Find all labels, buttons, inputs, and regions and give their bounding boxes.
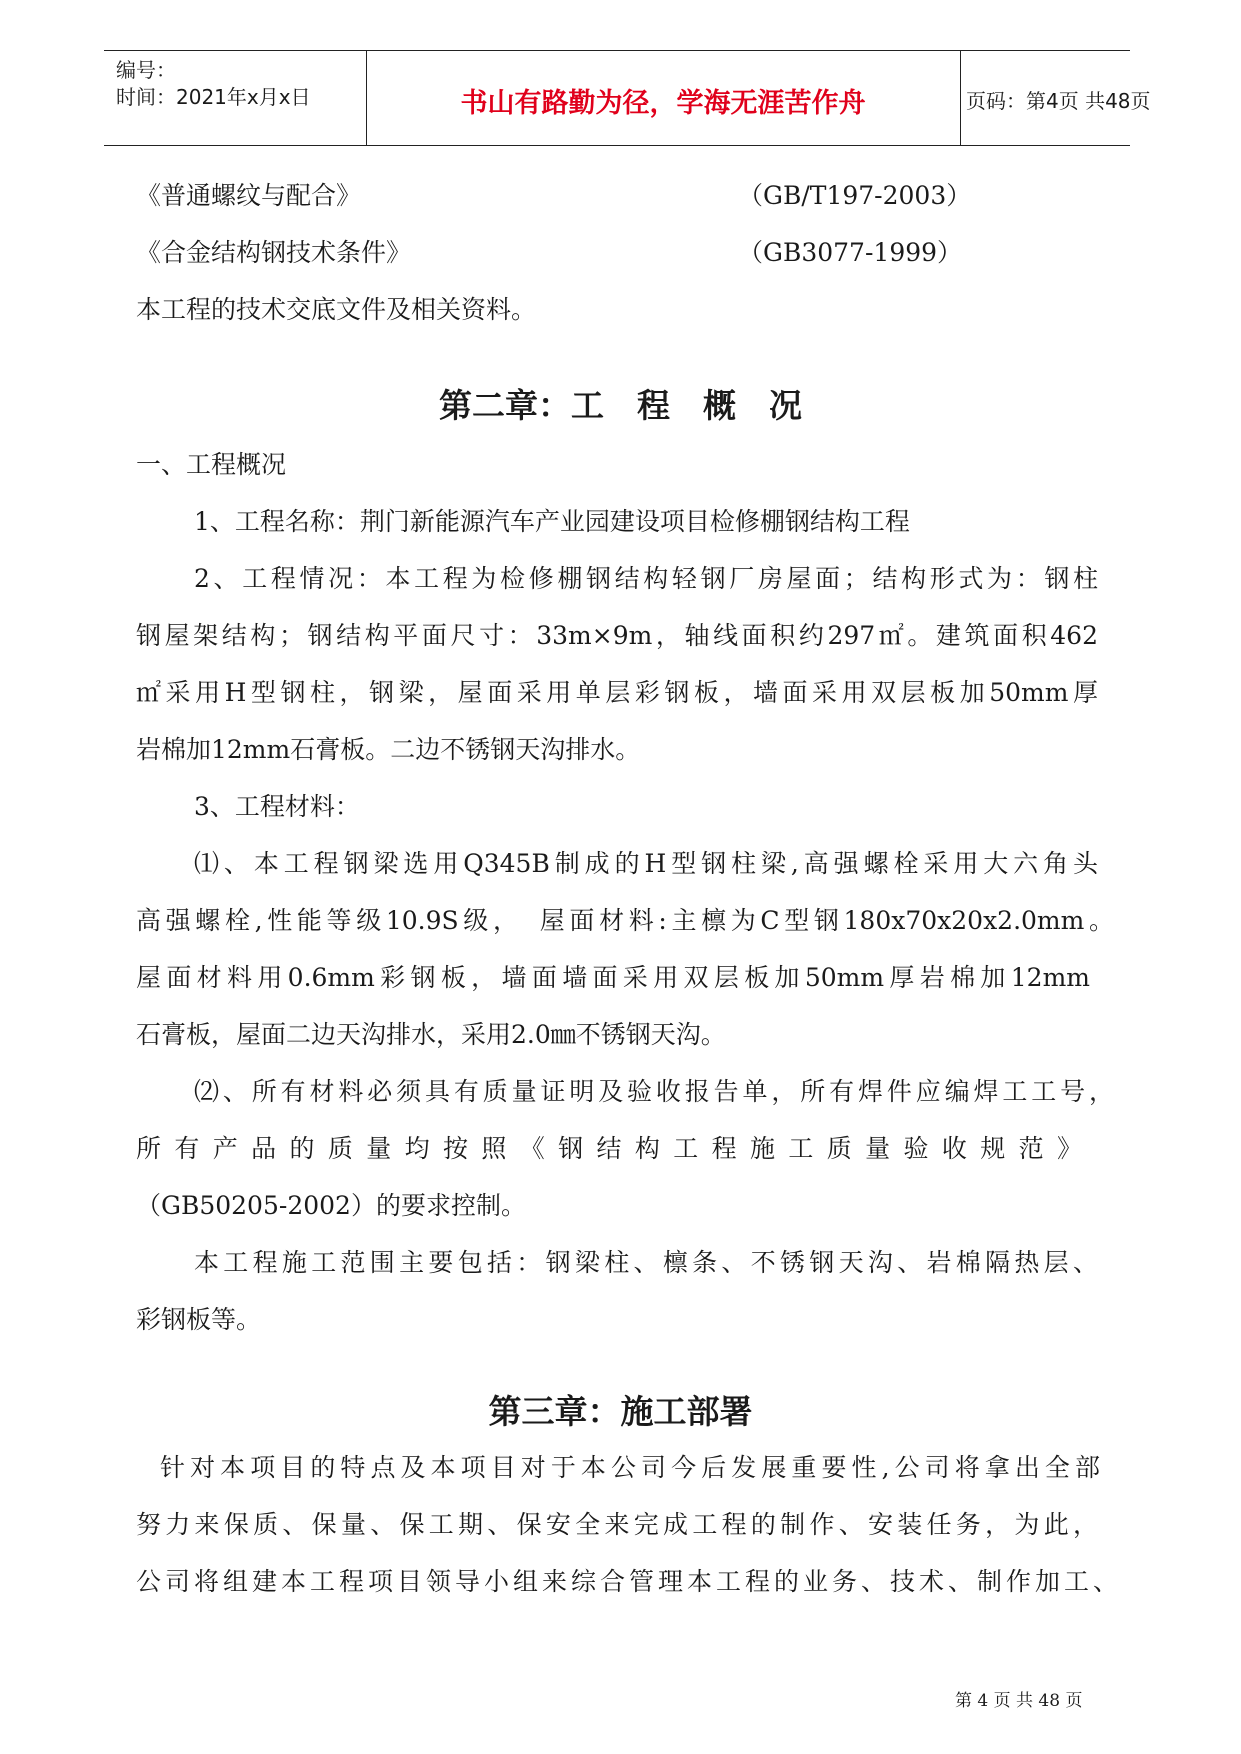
- paragraph-line: 石膏板，屋面二边天沟排水，采用2.0㎜不锈钢天沟。: [136, 1020, 726, 1049]
- standard-name: 《合金结构钢技术条件》: [136, 238, 412, 267]
- section-heading: 一、工程概况: [136, 450, 287, 479]
- paragraph-line: ⑵、所有材料必须具有质量证明及验收报告单，所有焊件应编焊工工号，: [194, 1077, 1114, 1106]
- paragraph-line: 1、工程名称：荆门新能源汽车产业园建设项目检修棚钢结构工程: [194, 507, 910, 536]
- header-meta: [116, 51, 371, 145]
- paragraph-line: 所有产品的质量均按照《钢结构工程施工质量验收规范》: [136, 1134, 1082, 1163]
- paragraph-line: 彩钢板等。: [136, 1305, 262, 1334]
- doc-code: 编号：: [116, 58, 176, 82]
- standard-name: 《普通螺纹与配合》: [136, 181, 362, 210]
- paragraph-line: 针对本项目的特点及本项目对于本公司今后发展重要性,公司将拿出全部: [160, 1453, 1100, 1482]
- paragraph-line: 本工程的技术交底文件及相关资料。: [136, 295, 537, 324]
- standard-code: （GB3077-1999）: [738, 238, 963, 267]
- paragraph-line: 公司将组建本工程项目领导小组来综合管理本工程的业务、技术、制作加工、: [136, 1567, 1118, 1596]
- paragraph-line: （GB50205-2002）的要求控制。: [136, 1191, 526, 1220]
- paragraph-line: 岩棉加12mm石膏板。二边不锈钢天沟排水。: [136, 735, 641, 764]
- paragraph-line: 3、工程材料：: [194, 792, 360, 821]
- chapter-title: 第二章：工 程 概 况: [439, 386, 802, 425]
- page-footer: 第 4 页 共 48 页: [955, 1691, 1083, 1711]
- header-divider: [960, 51, 961, 145]
- paragraph-line: 高强螺栓,性能等级10.9S级， 屋面材料:主檩为C型钢180x70x20x2.0mm。: [136, 906, 1114, 935]
- paragraph-line: 屋面材料用0.6mm彩钢板，墙面墙面采用双层板加50mm厚岩棉加12mm: [136, 963, 1090, 992]
- paragraph-line: 努力来保质、保量、保工期、保安全来完成工程的制作、安装任务，为此，: [136, 1510, 1098, 1539]
- header-motto: 书山有路勤为径，学海无涯苦作舟: [460, 88, 866, 119]
- chapter-title: 第三章：施工部署: [488, 1392, 753, 1431]
- paragraph-line: 2、工程情况：本工程为检修棚钢结构轻钢厂房屋面；结构形式为：钢柱: [194, 564, 1098, 593]
- paragraph-line: ⑴、本工程钢梁选用Q345B制成的H型钢柱梁,高强螺栓采用大六角头: [194, 849, 1098, 878]
- paragraph-line: 本工程施工范围主要包括：钢梁柱、檩条、不锈钢天沟、岩棉隔热层、: [194, 1248, 1098, 1277]
- header-page-number: 页码：第4页 共48页: [966, 89, 1151, 113]
- standard-code: （GB/T197-2003）: [738, 181, 972, 210]
- paragraph-line: 钢屋架结构；钢结构平面尺寸：33m×9m，轴线面积约297㎡。建筑面积462: [136, 621, 1098, 650]
- paragraph-line: ㎡采用H型钢柱，钢梁，屋面采用单层彩钢板，墙面采用双层板加50mm厚: [136, 678, 1098, 707]
- page-header: [104, 50, 1151, 146]
- doc-time: 时间：2021年x月x日: [116, 85, 311, 109]
